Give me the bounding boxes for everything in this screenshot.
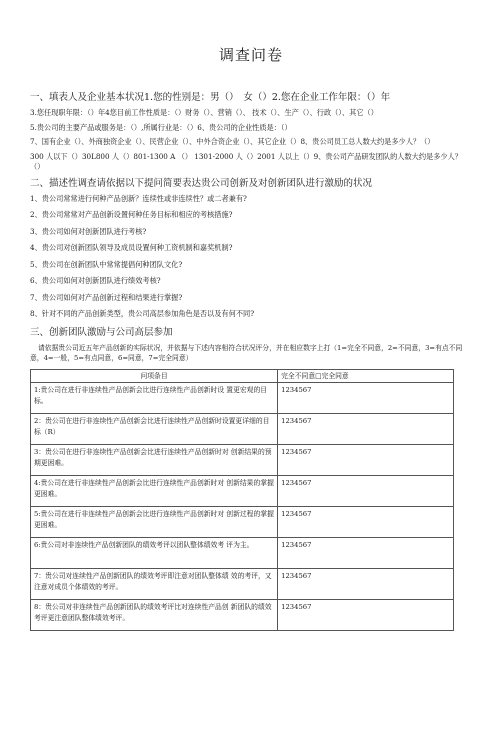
section1-heading: 一、填表人及企业基本状况1.您的性别是：男（） 女（）2.您在企业工作年限：（）年: [30, 92, 391, 103]
header-scale: 完全不同意□完全同意: [278, 369, 454, 383]
section2-question: 2、贵公司常常对产品创新设置何种任务目标和相应的考核措施?: [30, 210, 233, 219]
row-item: 2：贵公司在进行非连续性产品创新会比进行连续性产品创新时设置更详细的目标（R）: [31, 414, 278, 445]
row-scale[interactable]: 1234567: [278, 600, 454, 631]
rating-table: [30, 369, 454, 632]
table-row: [31, 445, 454, 476]
section2-question: 7、贵公司如何对产品创新过程和结果进行掌握?: [30, 292, 183, 302]
table-row: [31, 569, 454, 600]
section3-intro: 请依据贵公司近五年产品创新的实际状况，并依据与下述内容相符合状况评分，并在相应数字上打（1=完全不同意，2=不同意，3=有点不同意，4=一般，5=有点同意，6=同意，7=完全同意）: [30, 343, 463, 362]
row-scale[interactable]: 1234567: [278, 383, 454, 414]
table-row: [31, 507, 454, 538]
section2-heading: 二、描述性调查请依据以下提问简要表达贵公司创新及对创新团队进行激励的状况: [30, 177, 373, 189]
row-scale[interactable]: 1234567: [278, 569, 454, 600]
section3-heading: 三、创新团队激励与公司高层参加: [30, 326, 173, 338]
section2-question: 3、贵公司如何对创新团队进行考核?: [30, 226, 147, 236]
row-scale[interactable]: 1234567: [278, 445, 454, 476]
section1-line: 3.您任现职年限：（）年4您目前工作性质是：（）财务（）、营销（）、 技术（）、生产（）、行政（）、其它（）: [30, 108, 378, 117]
row-scale[interactable]: 1234567: [278, 538, 454, 569]
table-row: [31, 600, 454, 631]
rating-table-header: [31, 369, 454, 383]
row-scale[interactable]: 1234567: [278, 507, 454, 538]
section2-question: 4、贵公司对创新团队领导及成员设置何种工资机制和嘉奖机制?: [30, 243, 233, 252]
row-scale[interactable]: 1234567: [278, 414, 454, 445]
table-row: [31, 414, 454, 445]
row-item: 7：贵公司对连续性产品创新团队的绩效考评即注意对团队整体绩 效的考评，又注意对成员个体绩效的考评。: [31, 569, 278, 600]
section1-line: 7、国有企业（）、外商独资企业（）、民营企业（）、中外合资企业（）、其它企业（）8、贵公司员工总人数大约是多少人？（）: [30, 137, 435, 146]
questionnaire-page: [0, 44, 500, 756]
table-row: [31, 538, 454, 569]
section2-question: 6、贵公司如何对创新团队进行绩效考核?: [30, 276, 161, 285]
row-item: 8：贵公司对非连续性产品创新团队的绩效考评比对连续性产品创 新团队的绩效考评更注意团队整体绩效考评。: [31, 600, 278, 631]
section1-line: 300 人以下（）30L800 人（）801-1300 A （） 1301-2000 人（）2001 人以上（）9、贵公司产品研发团队的人数大约是多少人？（）: [30, 151, 462, 171]
row-item: 1:贵公司在进行非连续性产品创新会比进行连续性产品创新时设 置更宏观的目标。: [31, 383, 278, 414]
header-item: 问项条目: [31, 369, 278, 383]
page-title: 调查问卷: [218, 46, 283, 64]
table-row: [31, 383, 454, 414]
table-row: [31, 476, 454, 507]
row-item: 6:贵公司对非连续性产品创新团队的绩效考评以团队整体绩效考 评为主。: [31, 538, 278, 569]
row-item: 3：贵公司在进行非连续性产品创新会比进行连续性产品创新时对 创新结果的预期更困难。: [31, 445, 278, 476]
row-item: 5:贵公司在进行非连续性产品创新会比进行连续性产品创新时对 创新过程的掌握更困难。: [31, 507, 278, 538]
section2-question: 5、贵公司在创新团队中常常提倡何种团队文化?: [30, 259, 183, 269]
section2-question: 1、贵公司常常进行何种产品创新？连续性或非连续性？或二者兼有?: [30, 193, 247, 203]
row-item: 4:贵公司在进行非连续性产品创新会比进行连续性产品创新时对 创新结果的掌握更困难。: [31, 476, 278, 507]
section1-line: 5.贵公司的主要产品或服务是：（）,所属行业是：（）6、贵公司的企业性质是：（）: [30, 122, 292, 132]
row-scale[interactable]: 1234567: [278, 476, 454, 507]
section2-question: 8、针对不同的产品创新类型，贵公司高层参加角色是否以及有何不同?: [30, 309, 255, 318]
